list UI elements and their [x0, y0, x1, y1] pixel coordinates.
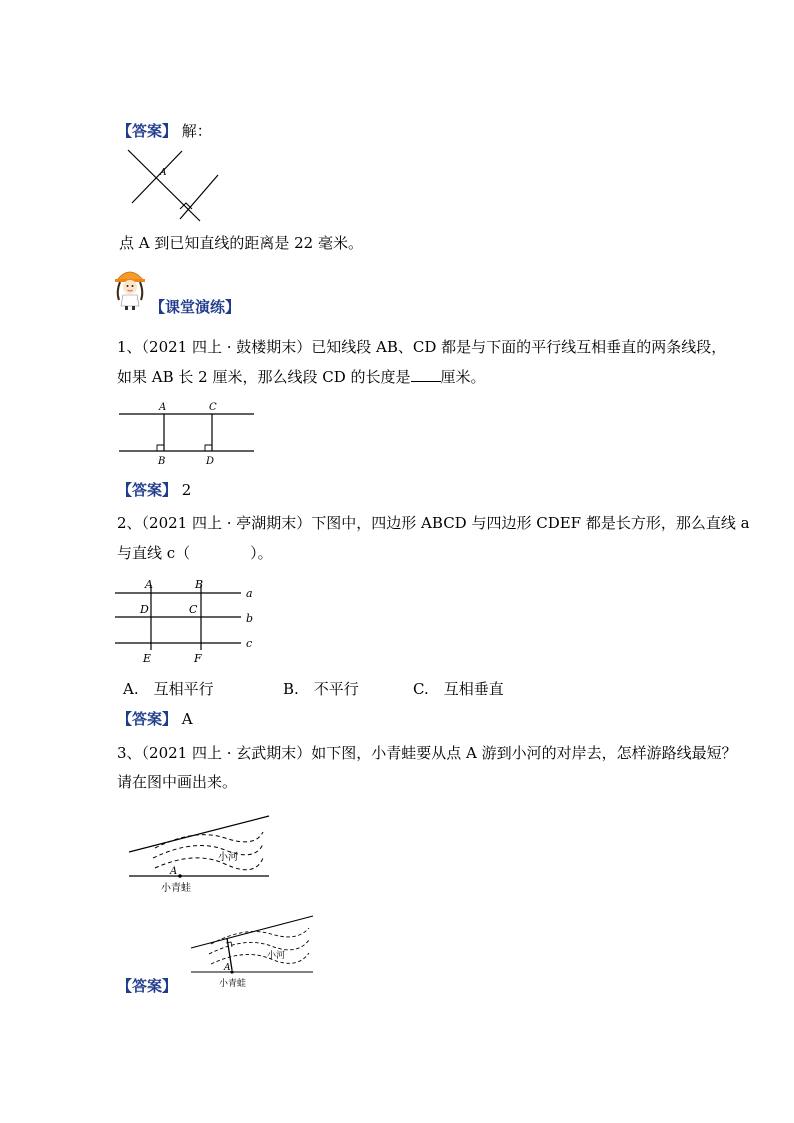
river-label: 小河: [218, 852, 238, 863]
q2-option-c: C. 互相垂直: [413, 680, 504, 698]
q3-answer-row: [117, 976, 177, 996]
answer-blank: [411, 367, 441, 382]
label-c: C: [209, 402, 217, 413]
q2-option-b: B. 不平行: [283, 680, 359, 698]
q1-line1: 1、（2021 四上 · 鼓楼期末）已知线段 AB、CD 都是与下面的平行线互相垂直的两条线段，: [117, 338, 727, 356]
line-b-label: b: [246, 612, 254, 625]
frog-label: 小青蛙: [161, 883, 191, 894]
mascot-icon: [112, 264, 148, 310]
label-d: D: [206, 456, 215, 467]
label-e: E: [143, 652, 152, 665]
label-b: B: [158, 456, 166, 467]
answer1-text: 点 A 到已知直线的距离是 22 毫米。: [119, 234, 363, 252]
q1-figure: [117, 397, 257, 469]
q2-figure: [113, 575, 263, 665]
q1-line2: [117, 367, 486, 387]
q3-answer-figure: [187, 912, 317, 992]
label-a: A: [159, 402, 167, 413]
label-c: C: [189, 603, 198, 616]
point-a-label: A: [224, 963, 231, 973]
q1-answer-row: [117, 480, 191, 500]
section-title: 【课堂演练】: [150, 298, 241, 316]
label-f: F: [194, 652, 202, 665]
q3-river-figure: [125, 810, 275, 900]
answer-tag: 【答案】: [117, 710, 178, 728]
answer-tag: 【答案】: [117, 977, 178, 995]
answer-tag: 【答案】: [117, 122, 178, 140]
answer-intro: 解：: [181, 122, 212, 140]
label-b: B: [195, 578, 204, 591]
q2-option-a: A. 互相平行: [123, 680, 214, 698]
answer-tag: 【答案】: [117, 481, 178, 499]
q1-line2-post: 厘米。: [440, 368, 486, 386]
label-d: D: [140, 603, 149, 616]
q3-line1: 3、（2021 四上 · 玄武期末）如下图，小青蛙要从点 A 游到小河的对岸去，怎样游路线最短？: [117, 744, 737, 762]
q3-line2: 请在图中画出来。: [117, 773, 238, 791]
perpendicular-figure-1: [120, 145, 230, 225]
q1-answer: 2: [181, 481, 192, 499]
label-a: A: [145, 578, 153, 591]
line-a-label: a: [246, 587, 253, 600]
q2-line2: 与直线 c（ ）。: [117, 544, 273, 562]
q2-line1: 2、（2021 四上 · 亭湖期末）下图中，四边形 ABCD 与四边形 CDEF 都是长方形，那么直线 a: [117, 514, 750, 532]
answer-row-1: [117, 121, 212, 141]
frog-label: 小青蛙: [219, 979, 247, 989]
point-a-label: A: [160, 168, 167, 178]
q2-answer-row: [117, 709, 193, 729]
point-a-label: A: [170, 866, 178, 877]
q1-line2-pre: 如果 AB 长 2 厘米，那么线段 CD 的长度是: [117, 368, 411, 386]
line-c-label: c: [246, 637, 253, 650]
q2-answer: A: [181, 710, 193, 728]
river-label: 小河: [267, 951, 286, 961]
